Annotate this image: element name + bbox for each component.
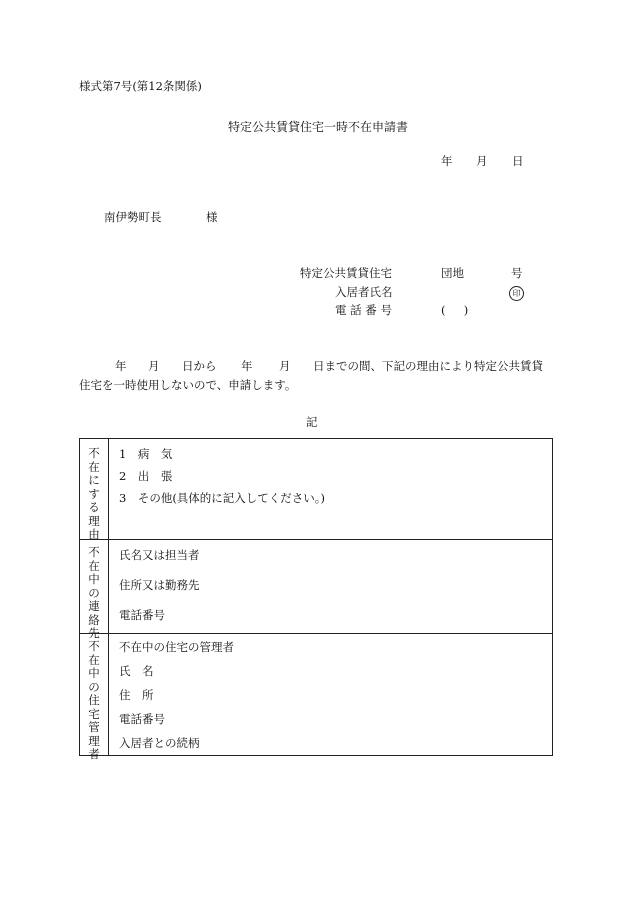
housing-manager-section — [80, 633, 552, 761]
resident-name-label: 入居者氏名 — [335, 285, 393, 299]
manager-relationship: 入居者との続柄 — [119, 736, 200, 750]
statement-year-2: 年 — [241, 359, 253, 373]
phone-parentheses: ( ) — [441, 303, 469, 317]
statement-month-1: 月 — [148, 359, 160, 373]
manager-name: 氏 名 — [119, 664, 154, 678]
manager-phone: 電話番号 — [119, 712, 165, 726]
contact-heading: 不 在 中 の 連 絡 先 — [80, 540, 109, 633]
application-table — [79, 438, 553, 761]
date-month-label: 月 — [476, 154, 488, 168]
seal-mark: 印 — [509, 286, 524, 301]
absence-reason-heading: 不 在 に す る 理 由 — [80, 439, 109, 539]
reason-other: 3 その他(具体的に記入してください。) — [119, 491, 326, 505]
housing-label: 特定公共賃貸住宅 — [300, 266, 392, 280]
number-label: 号 — [511, 266, 523, 280]
statement-until: 日までの間、下記の理由により特定公共賃貸 — [313, 359, 543, 373]
date-year-label: 年 — [441, 154, 453, 168]
statement-line-2: 住宅を一時使用しないので、申請します。 — [79, 378, 297, 392]
complex-label: 団地 — [441, 266, 464, 280]
addressee-name: 南伊勢町長 — [104, 210, 162, 224]
addressee-honorific: 様 — [206, 210, 218, 224]
reason-illness: 1 病 気 — [119, 447, 173, 461]
statement-month-2: 月 — [279, 359, 291, 373]
statement-from: 日から — [182, 359, 217, 373]
manager-address: 住 所 — [119, 688, 154, 702]
housing-manager-heading: 不 在 中 の 住 宅 管 理 者 — [80, 634, 109, 755]
phone-label: 電 話 番 号 — [335, 303, 392, 317]
date-day-label: 日 — [512, 154, 524, 168]
page-title: 特定公共賃貸住宅一時不在申請書 — [228, 120, 409, 134]
reason-business-trip: 2 出 張 — [119, 469, 173, 483]
contact-name: 氏名又は担当者 — [119, 548, 200, 562]
contact-address: 住所又は勤務先 — [119, 578, 200, 592]
ki-heading: 記 — [306, 415, 318, 429]
absence-reason-section — [80, 439, 552, 539]
contact-phone: 電話番号 — [119, 608, 165, 622]
manager-title: 不在中の住宅の管理者 — [119, 640, 234, 654]
form-number: 様式第7号(第12条関係) — [79, 79, 202, 93]
statement-year-1: 年 — [115, 359, 127, 373]
contact-section — [80, 539, 552, 640]
